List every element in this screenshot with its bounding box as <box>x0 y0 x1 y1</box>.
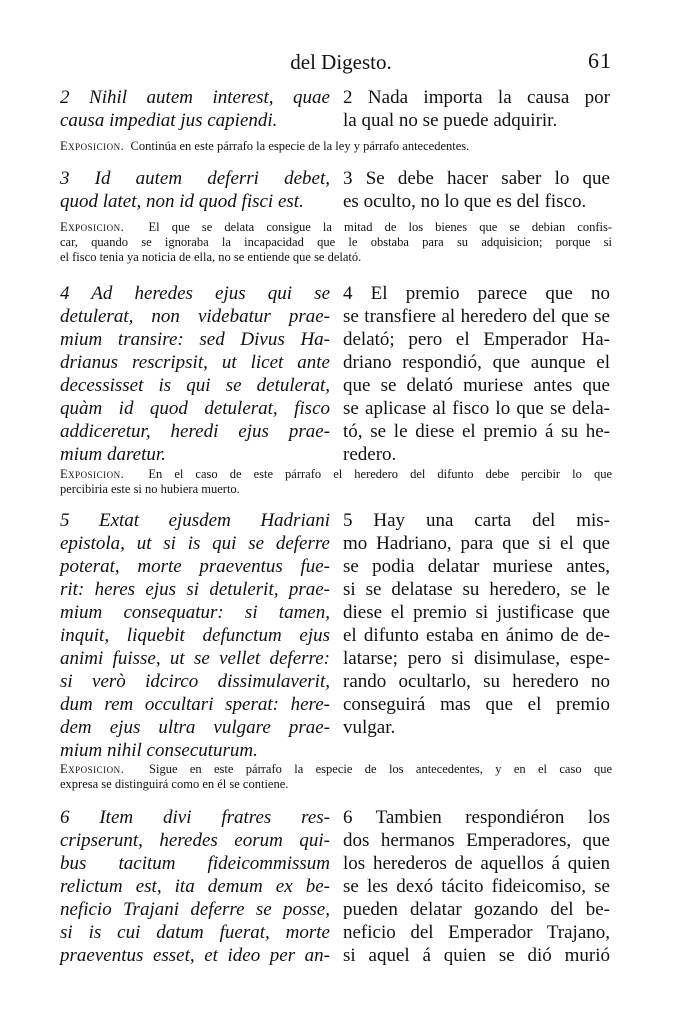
latin-text <box>60 167 330 213</box>
exposicion-label: Exposicion. <box>60 762 125 776</box>
spanish-line: diese el premio si justificase que <box>343 602 610 623</box>
spanish-line: tó, se le diese el premio á su he- <box>343 421 610 442</box>
latin-line: decessisset is qui se detulerat, <box>60 375 330 396</box>
spanish-line: pueden delatar gozando del be- <box>343 899 610 920</box>
spanish-line: que se delató muriese antes que <box>343 375 610 396</box>
spanish-line: driano respondió, que aunque el <box>343 352 610 373</box>
paragraph-2 <box>60 86 610 136</box>
latin-line: mium nihil consecuturum. <box>60 740 258 761</box>
exposicion-label: Exposicion. <box>60 220 125 234</box>
spanish-line: mo Hadriano, para que si el que <box>343 533 610 554</box>
latin-line: 3 Id autem deferri debet, <box>60 168 330 189</box>
exposicion-line: En el caso de este párrafo el heredero del difunto debe percibir lo que <box>148 467 612 481</box>
exposicion-line: Continúa en este párrafo la especie de la ley y párrafo antecedentes. <box>130 139 470 153</box>
latin-line: praeventus esset, et ideo per an- <box>60 945 330 966</box>
spanish-text <box>343 509 610 739</box>
spanish-line: el difunto estaba en ánimo de de- <box>343 625 610 646</box>
latin-line: addiceretur, heredi ejus prae- <box>60 421 330 442</box>
latin-line: epistola, ut si is qui se deferre <box>60 533 330 554</box>
running-title: del Digesto. <box>290 50 392 74</box>
latin-text <box>60 806 330 967</box>
page-header <box>0 50 682 80</box>
latin-line: 5 Extat ejusdem Hadriani <box>60 510 330 531</box>
spanish-line: conseguirá mas que el premio <box>343 694 610 715</box>
latin-line: detulerat, non videbatur prae- <box>60 306 330 327</box>
latin-line: bus tacitum fideicommissum <box>60 853 330 874</box>
latin-text <box>60 86 330 132</box>
exposicion-line: el fisco tenia ya noticia de ella, no se entiende que se delató. <box>60 250 362 264</box>
paragraph-5 <box>60 509 610 763</box>
spanish-line: si aquel á quien se dió murió <box>343 945 610 966</box>
latin-line: mium daretur. <box>60 444 166 465</box>
latin-line: 2 Nihil autem interest, quae <box>60 87 330 108</box>
spanish-line: si se delatase su heredero, se le <box>343 579 610 600</box>
spanish-line: latarse; pero si disimulase, espe- <box>343 648 610 669</box>
spanish-line: es oculto, no lo que es del fisco. <box>343 191 587 212</box>
spanish-line: neficio del Emperador Trajano, <box>343 922 610 943</box>
latin-line: neficio Trajani deferre se posse, <box>60 899 330 920</box>
exposicion-label: Exposicion. <box>60 139 125 153</box>
exposicion-note <box>60 139 612 154</box>
exposicion-label: Exposicion. <box>60 467 125 481</box>
spanish-line: 4 El premio parece que no <box>343 283 610 304</box>
latin-line: drianus rescripsit, ut licet ante <box>60 352 330 373</box>
latin-line: si verò idcirco dissimulaverit, <box>60 671 330 692</box>
latin-line: quàm id quod detulerat, fisco <box>60 398 330 419</box>
spanish-line: 5 Hay una carta del mis- <box>343 510 610 531</box>
latin-line: animi fuisse, ut se vellet deferre: <box>60 648 330 669</box>
spanish-line: delató; pero el Emperador Ha- <box>343 329 610 350</box>
spanish-line: vulgar. <box>343 717 396 738</box>
latin-line: mium transire: sed Divus Ha- <box>60 329 330 350</box>
spanish-text <box>343 86 610 132</box>
spanish-line: se les dexó tácito fideicomiso, se <box>343 876 610 897</box>
latin-line: causa impediat jus capiendi. <box>60 110 278 131</box>
latin-line: si is cui datum fuerat, morte <box>60 922 330 943</box>
spanish-text <box>343 282 610 466</box>
spanish-line: rando ocultarlo, su heredero no <box>343 671 610 692</box>
exposicion-note <box>60 762 612 792</box>
latin-text <box>60 282 330 466</box>
spanish-line: se podia delatar muriese antes, <box>343 556 610 577</box>
latin-line: inquit, liquebit defunctum ejus <box>60 625 330 646</box>
exposicion-line: expresa se distinguirá como en él se contiene. <box>60 777 289 791</box>
paragraph-4 <box>60 282 610 470</box>
exposicion-note <box>60 467 612 497</box>
latin-line: mium consequatur: si tamen, <box>60 602 330 623</box>
spanish-line: dos hermanos Emperadores, que <box>343 830 610 851</box>
spanish-text <box>343 806 610 967</box>
latin-line: 4 Ad heredes ejus qui se <box>60 283 330 304</box>
spanish-line: la qual no se puede adquirir. <box>343 110 558 131</box>
exposicion-line: percibiria este si no hubiera muerto. <box>60 482 240 496</box>
paragraph-3 <box>60 167 610 217</box>
exposicion-line: Sigue en este párrafo la especie de los antecedentes, y en el caso que <box>149 762 613 776</box>
latin-line: dum rem occultari sperat: here- <box>60 694 330 715</box>
spanish-line: 6 Tambien respondiéron los <box>343 807 610 828</box>
exposicion-line: car, quando se ignoraba la incapacidad que le obstaba para su adquisicion; porque si <box>60 235 612 249</box>
spanish-line: se aplicase al fisco lo que se dela- <box>343 398 610 419</box>
latin-line: dem ejus ultra vulgare prae- <box>60 717 330 738</box>
spanish-line: los herederos de aquellos á quien <box>343 853 610 874</box>
spanish-line: 3 Se debe hacer saber lo que <box>343 168 610 189</box>
latin-line: rit: heres ejus si detulerit, prae- <box>60 579 330 600</box>
latin-line: cripserunt, heredes eorum qui- <box>60 830 330 851</box>
latin-text <box>60 509 330 762</box>
page-number: 61 <box>588 48 612 73</box>
spanish-line: se transfiere al heredero del que se <box>343 306 610 327</box>
latin-line: poterat, morte praeventus fue- <box>60 556 330 577</box>
exposicion-note <box>60 220 612 265</box>
latin-line: relictum est, ita demum ex be- <box>60 876 330 897</box>
spanish-text <box>343 167 610 213</box>
latin-line: 6 Item divi fratres res- <box>60 807 330 828</box>
exposicion-line: El que se delata consigue la mitad de los bienes que se debian confis- <box>148 220 613 234</box>
paragraph-6 <box>60 806 610 970</box>
spanish-line: redero. <box>343 444 397 465</box>
spanish-line: 2 Nada importa la causa por <box>343 87 610 108</box>
latin-line: quod latet, non id quod fisci est. <box>60 191 304 212</box>
